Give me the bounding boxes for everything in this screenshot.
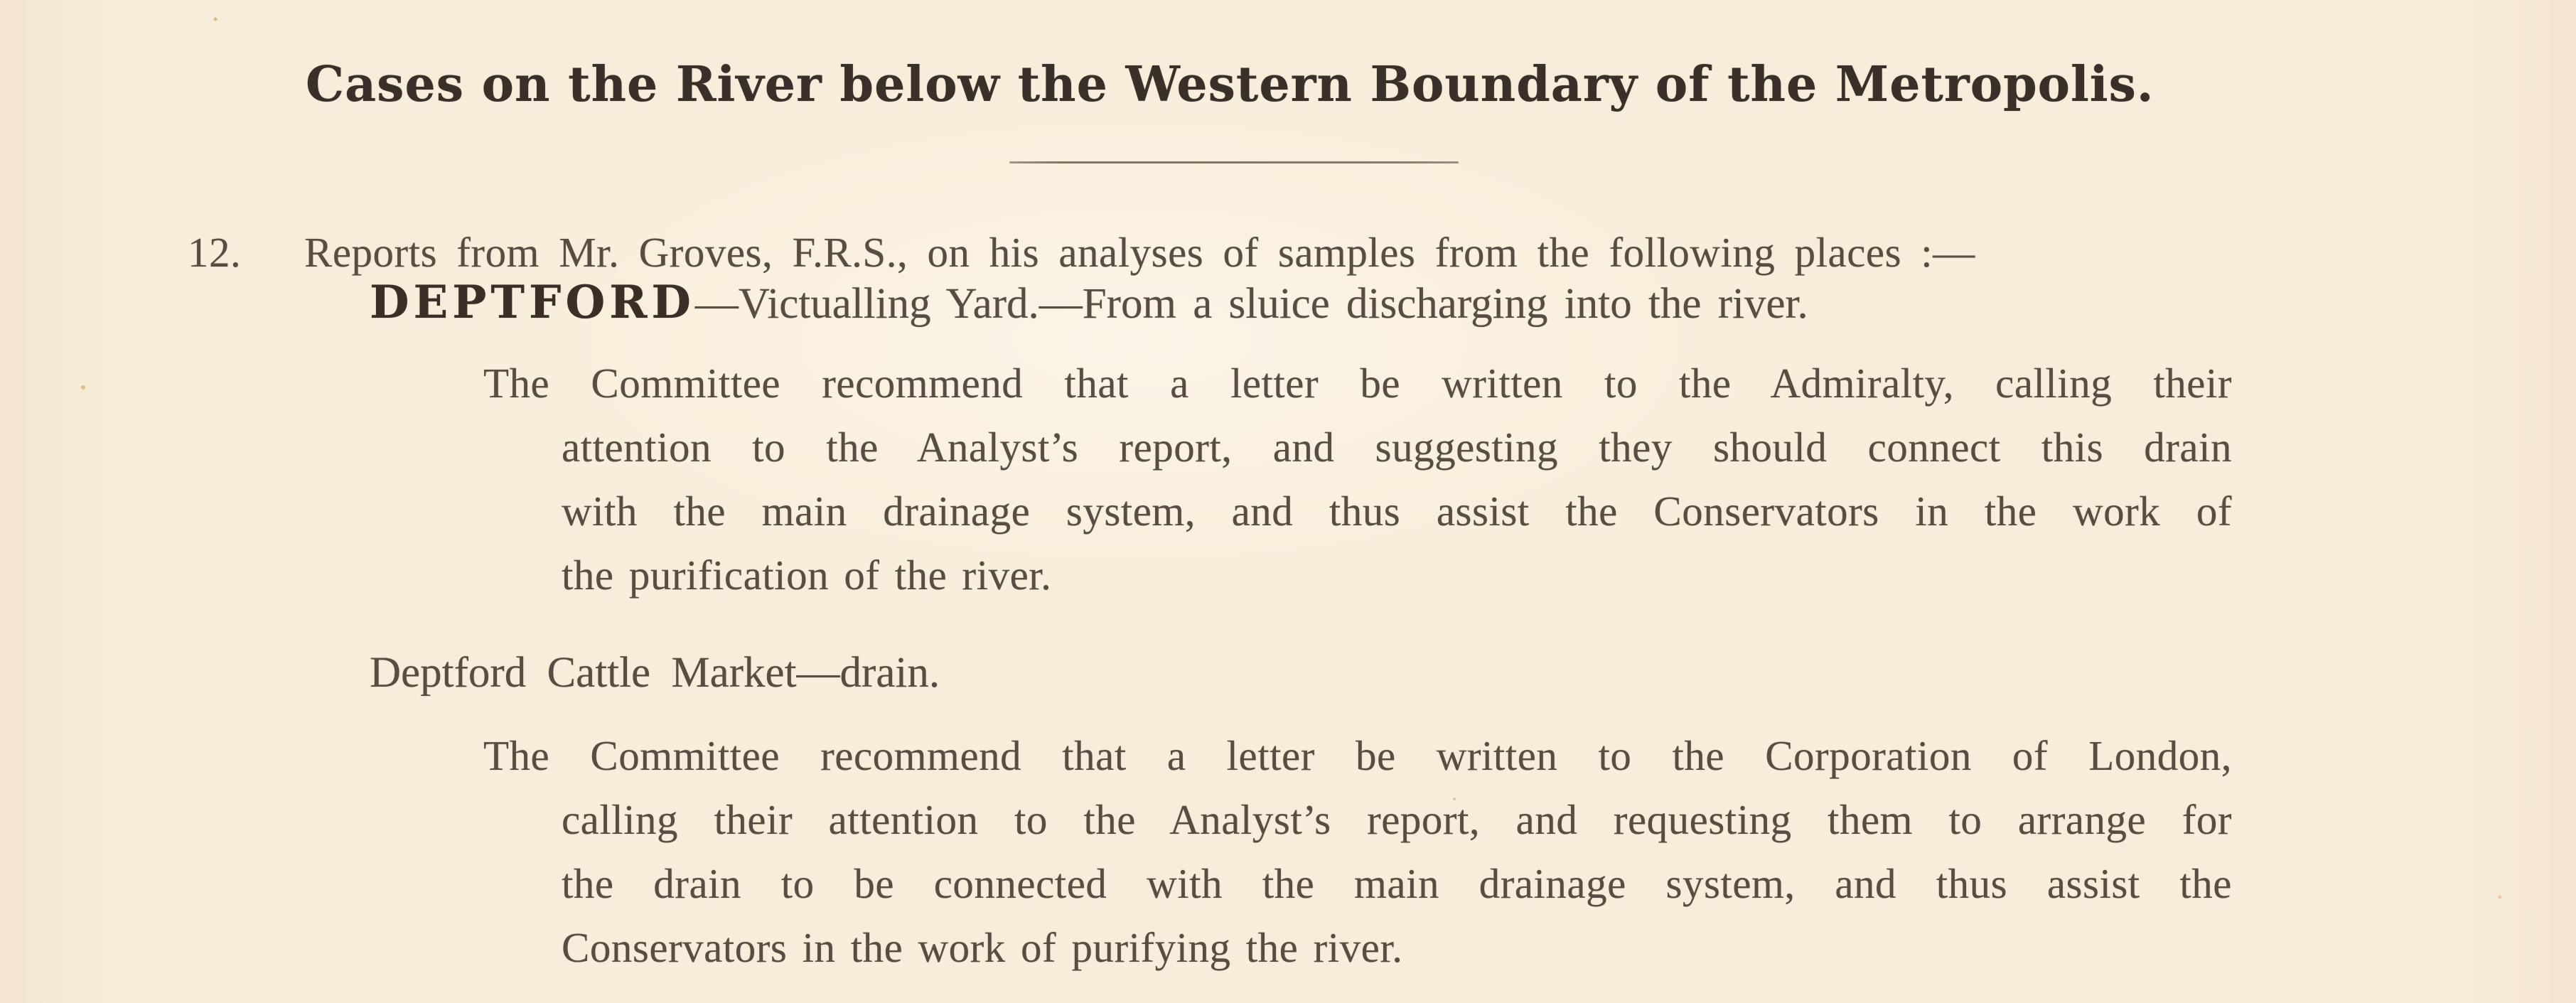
item-number: 12. bbox=[188, 229, 242, 276]
paragraph-line: the purification of the river. bbox=[562, 552, 1052, 599]
paragraph-line: Conservators in the work of purifying the river. bbox=[562, 924, 1403, 971]
paragraph-line: with the main drainage system, and thus assist the Conservators in the work of bbox=[562, 488, 2232, 535]
paragraph-line: the drain to be connected with the main drainage system, and thus assist the bbox=[562, 860, 2232, 907]
paragraph-line: calling their attention to the Analyst’s report, and requesting them to arrange for bbox=[562, 796, 2232, 843]
entry-place-name: Deptford Cattle Market bbox=[370, 649, 797, 697]
paragraph-line: attention to the Analyst’s report, and suggesting they should connect this drain bbox=[562, 424, 2232, 471]
paragraph-line: The Committee recommend that a letter be written to the Corporation of London, bbox=[483, 732, 2232, 779]
paragraph-line: The Committee recommend that a letter be written to the Admiralty, calling their bbox=[483, 360, 2232, 407]
entry-place-detail: —Victualling Yard.—From a sluice discharging into the river. bbox=[694, 280, 1808, 328]
entry-place-name: DEPTFORD bbox=[370, 276, 695, 329]
entry-heading-deptford-cattle-market bbox=[370, 648, 940, 698]
entry-heading-deptford-victualling-yard bbox=[370, 276, 1808, 329]
recommendation-paragraph-corporation bbox=[483, 724, 2232, 980]
recommendation-paragraph-admiralty bbox=[483, 351, 2232, 607]
page-title: Cases on the River below the Western Boundary of the Metropolis. bbox=[306, 56, 2154, 113]
entry-place-detail: —drain. bbox=[796, 649, 940, 697]
item-intro-line: Reports from Mr. Groves, F.R.S., on his analyses of samples from the following places :— bbox=[304, 229, 1975, 276]
title-divider-rule bbox=[1009, 161, 1459, 163]
